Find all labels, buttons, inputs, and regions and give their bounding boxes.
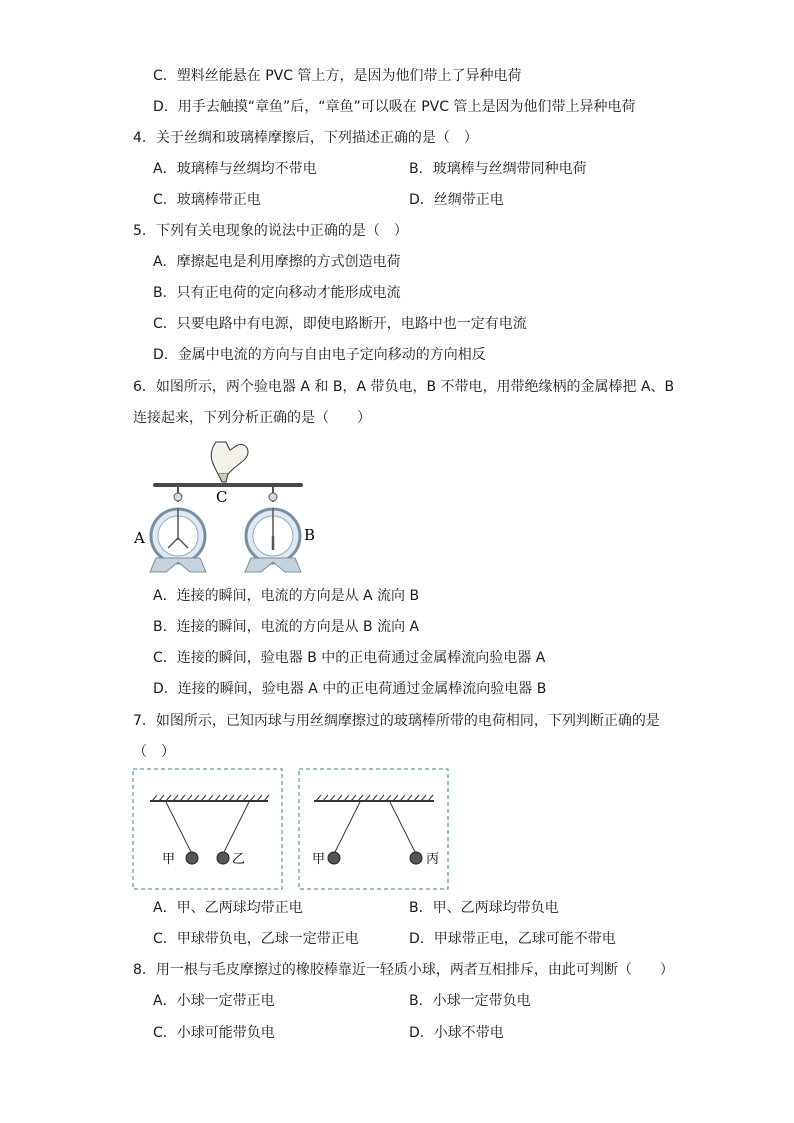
electroscope-figure [130, 440, 330, 580]
right-label-bing: 丙 [426, 852, 440, 867]
q8-option-a: A．小球一定带正电 [153, 993, 275, 1009]
q6-option-d: D．连接的瞬间，验电器 A 中的正电荷通过金属棒流向验电器 B [153, 681, 547, 697]
q8-option-b: B．小球一定带负电 [409, 993, 531, 1009]
electroscope-b [245, 487, 301, 572]
q5-option-c: C．只要电路中有电源，即使电路断开，电路中也一定有电流 [153, 316, 527, 332]
q6-stem-line1: 6．如图所示，两个验电器 A 和 B，A 带负电，B 不带电，用带绝缘柄的金属棒把 A、B [133, 379, 675, 395]
q6-stem-line2: 连接起来，下列分析正确的是（ ） [133, 410, 371, 426]
label-b: B [304, 526, 316, 544]
q8-option-c: C．小球可能带负电 [153, 1025, 275, 1041]
q5-option-d: D．金属中电流的方向与自由电子定向移动的方向相反 [153, 347, 486, 363]
metal-rod [153, 483, 303, 487]
q8-option-d: D．小球不带电 [409, 1025, 504, 1041]
q7-option-b: B．甲、乙两球均带负电 [409, 900, 559, 916]
pendulum-panel-left [133, 769, 282, 889]
q3-option-d: D．用手去触摸“章鱼”后，“章鱼”可以吸在 PVC 管上是因为他们带上异种电荷 [153, 99, 636, 115]
left-label-yi: 乙 [232, 852, 246, 867]
q7-option-d: D．甲球带正电，乙球可能不带电 [409, 931, 616, 947]
q4-option-b: B．玻璃棒与丝绸带同种电荷 [409, 161, 587, 177]
left-label-jia: 甲 [162, 852, 176, 867]
q4-option-a: A．玻璃棒与丝绸均不带电 [153, 161, 317, 177]
hand-icon [211, 442, 248, 482]
q4-option-d: D．丝绸带正电 [409, 192, 504, 208]
q8-stem: 8．用一根与毛皮摩擦过的橡胶棒靠近一轻质小球，两者互相排斥，由此可判断（ ） [133, 962, 674, 978]
q6-option-b: B．连接的瞬间，电流的方向是从 B 流向 A [153, 619, 420, 635]
label-a: A [134, 529, 145, 547]
q7-option-c: C．甲球带负电，乙球一定带正电 [153, 931, 359, 947]
q7-option-a: A．甲、乙两球均带正电 [153, 900, 303, 916]
q7-stem-line1: 7．如图所示，已知丙球与用丝绸摩擦过的玻璃棒所带的电荷相同，下列判断正确的是 [133, 713, 660, 729]
pendulum-panel-right [299, 769, 448, 889]
label-c: C [216, 488, 228, 506]
q4-option-c: C．玻璃棒带正电 [153, 192, 261, 208]
electroscope-a [150, 487, 206, 572]
q5-option-a: A．摩擦起电是利用摩擦的方式创造电荷 [153, 254, 401, 270]
right-label-jia: 甲 [312, 852, 326, 867]
q7-stem-line2: （ ） [133, 744, 175, 760]
q6-option-a: A．连接的瞬间，电流的方向是从 A 流向 B [153, 588, 420, 604]
q5-option-b: B．只有正电荷的定向移动才能形成电流 [153, 285, 401, 301]
q3-option-c: C．塑料丝能悬在 PVC 管上方，是因为他们带上了异种电荷 [153, 68, 522, 84]
q5-stem: 5．下列有关电现象的说法中正确的是（ ） [133, 223, 408, 239]
q4-stem: 4．关于丝绸和玻璃棒摩擦后，下列描述正确的是（ ） [133, 130, 478, 146]
q6-option-c: C．连接的瞬间，验电器 B 中的正电荷通过金属棒流向验电器 A [153, 650, 546, 666]
pendulum-figure [132, 768, 452, 892]
